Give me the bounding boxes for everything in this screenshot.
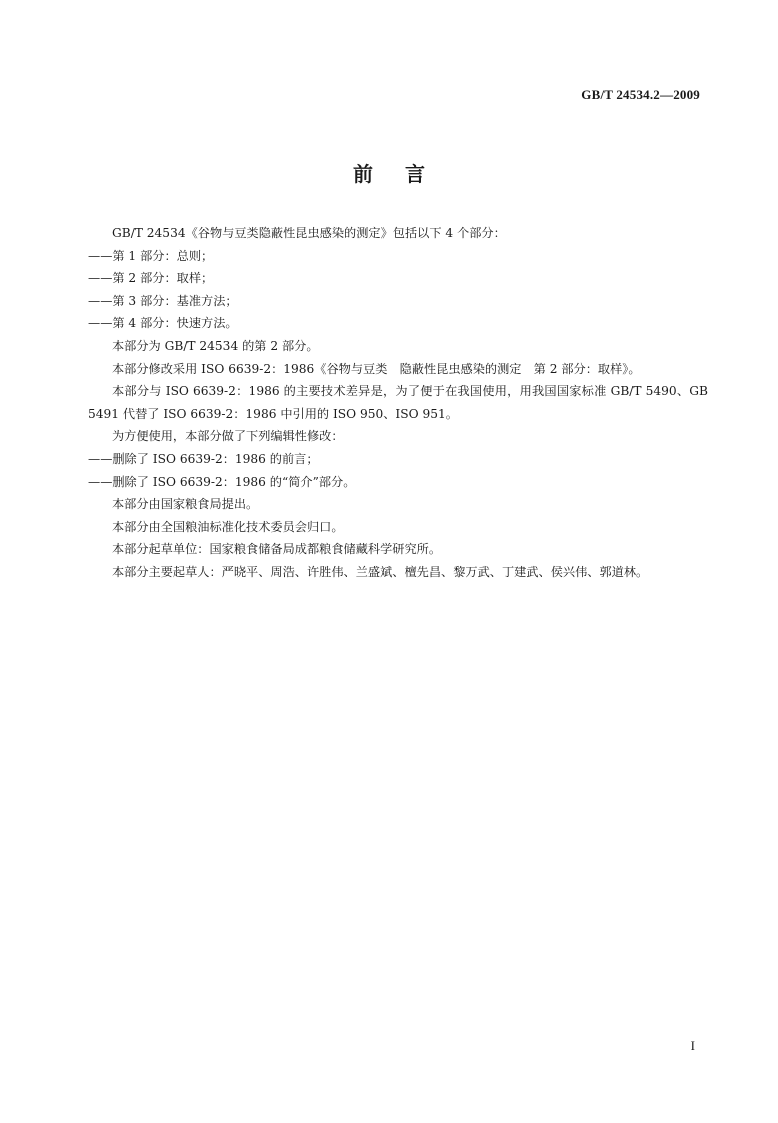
page-title: 前言 xyxy=(353,162,457,186)
part-list-item: ——第 1 部分：总则； xyxy=(88,248,214,263)
centralized-by-paragraph: 本部分由全国粮油标准化技术委员会归口。 xyxy=(112,519,344,534)
editorial-list-item: ——删除了 ISO 6639-2：1986 的“简介”部分。 xyxy=(88,474,356,489)
this-part-paragraph: 本部分为 GB/T 24534 的第 2 部分。 xyxy=(112,338,319,353)
differences-paragraph: 本部分与 ISO 6639-2：1986 的主要技术差异是，为了便于在我国使用，用我国国家标准 GB/T 5490、GB 5491 代替了 ISO 6639-2：1986 中引用的 ISO 950、ISO 951。 xyxy=(88,384,708,421)
part-list-item: ——第 2 部分：取样； xyxy=(88,271,214,286)
page-number: I xyxy=(690,1038,695,1053)
foreword-body xyxy=(88,222,708,584)
part-list-item: ——第 4 部分：快速方法。 xyxy=(88,316,238,331)
editorial-intro-paragraph: 为方便使用，本部分做了下列编辑性修改： xyxy=(112,429,344,444)
intro-paragraph: GB/T 24534《谷物与豆类隐蔽性昆虫感染的测定》包括以下 4 个部分： xyxy=(112,226,506,240)
drafting-unit-paragraph: 本部分起草单位：国家粮食储备局成都粮食储藏科学研究所。 xyxy=(112,542,442,557)
standard-code: GB/T 24534.2—2009 xyxy=(581,87,700,102)
editorial-list-item: ——删除了 ISO 6639-2：1986 的前言； xyxy=(88,451,319,466)
part-list-item: ——第 3 部分：基准方法； xyxy=(88,293,238,308)
proposed-by-paragraph: 本部分由国家粮食局提出。 xyxy=(112,497,259,512)
drafters-paragraph: 本部分主要起草人：严晓平、周浩、许胜伟、兰盛斌、檀先昌、黎万武、丁建武、侯兴伟、郭道林。 xyxy=(112,564,649,579)
adoption-paragraph: 本部分修改采用 ISO 6639-2：1986《谷物与豆类 隐蔽性昆虫感染的测定 第 2 部分：取样》。 xyxy=(112,361,641,376)
